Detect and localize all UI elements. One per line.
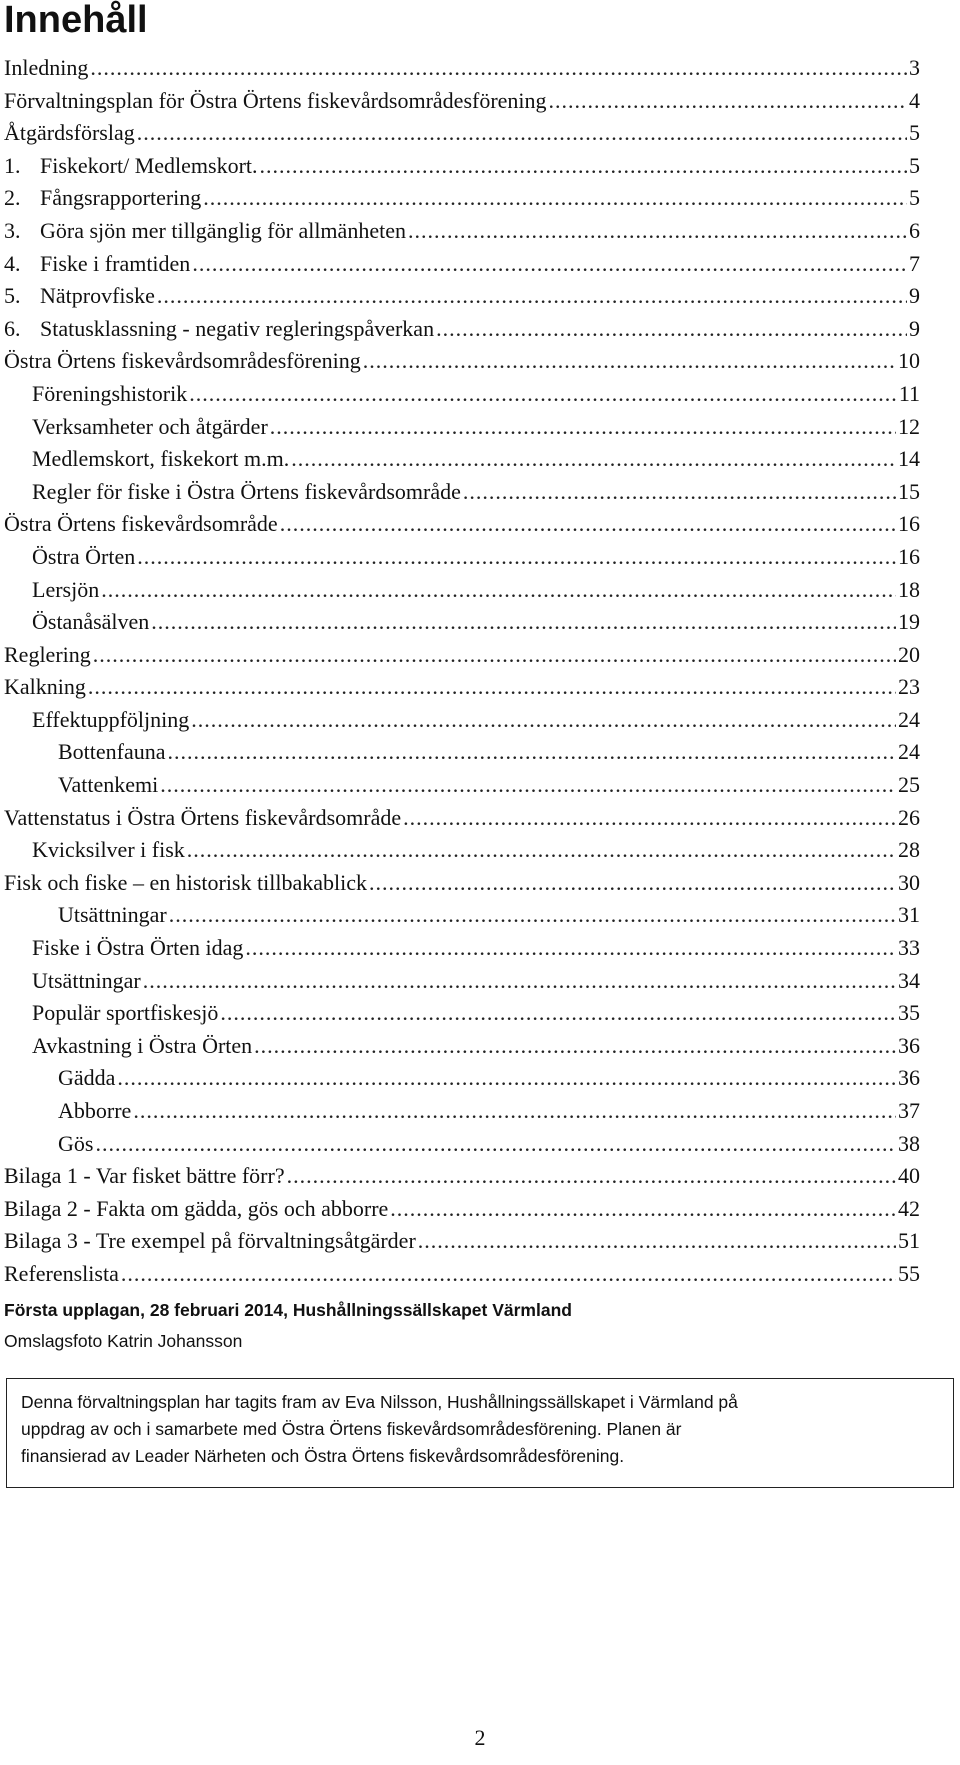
toc-entry-title[interactable]: Kvicksilver i fisk <box>32 837 185 863</box>
toc-entry[interactable] <box>0 1160 920 1193</box>
toc-entry-number: 3. <box>4 217 21 243</box>
toc-entry-title[interactable]: Referenslista <box>4 1260 119 1286</box>
dot-leader <box>143 965 896 998</box>
dot-leader <box>287 1160 896 1193</box>
toc-entry-title[interactable]: Gös <box>58 1130 94 1156</box>
toc-entry[interactable] <box>0 117 920 150</box>
toc-entry-page[interactable]: 36 <box>898 1032 920 1058</box>
toc-entry-page[interactable]: 16 <box>898 511 920 537</box>
toc-entry-page[interactable]: 25 <box>898 772 920 798</box>
dot-leader <box>189 378 897 411</box>
toc-entry[interactable] <box>0 932 920 965</box>
toc-entry-title[interactable]: Regler för fiske i Östra Örtens fiskevårdsområde <box>32 478 461 504</box>
dot-leader <box>260 150 907 183</box>
toc-entry-page[interactable]: 15 <box>898 478 920 504</box>
toc-entry-title[interactable]: Abborre <box>58 1098 132 1123</box>
toc-entry-page[interactable]: 12 <box>898 413 920 439</box>
toc-entry-page[interactable]: 31 <box>898 902 920 928</box>
dot-leader <box>137 541 896 574</box>
toc-entry[interactable] <box>0 834 920 867</box>
toc-entry[interactable] <box>0 443 920 476</box>
toc-entry[interactable] <box>0 182 920 215</box>
toc-entry-title[interactable]: Verksamheter och åtgärder <box>32 413 268 439</box>
toc-entry[interactable] <box>0 280 920 313</box>
toc-entry[interactable] <box>0 508 920 541</box>
toc-entry-number: 1. <box>4 152 21 178</box>
toc-entry-title[interactable]: Populär sportfiskesjö <box>32 1000 219 1026</box>
toc-entry[interactable] <box>0 736 920 769</box>
dot-leader <box>101 574 896 607</box>
toc-entry[interactable] <box>0 639 920 672</box>
toc-entry-page[interactable]: 36 <box>898 1065 920 1091</box>
toc-entry-page[interactable]: 55 <box>898 1260 920 1286</box>
dot-leader <box>137 117 907 150</box>
toc-entry[interactable] <box>0 1095 920 1128</box>
toc-entry-title[interactable]: Nätprovfiske <box>40 283 155 309</box>
toc-entry-page[interactable]: 18 <box>898 576 920 602</box>
toc-entry-title[interactable]: Åtgärdsförslag <box>4 120 135 146</box>
toc-entry[interactable] <box>0 704 920 737</box>
toc-entry-page[interactable]: 3 <box>909 55 920 80</box>
dot-leader <box>191 704 896 737</box>
toc-entry-page[interactable]: 23 <box>898 674 920 700</box>
toc-entry[interactable] <box>0 1030 920 1063</box>
toc-entry[interactable] <box>0 248 920 281</box>
toc-entry-page[interactable]: 4 <box>909 87 920 113</box>
toc-entry-title[interactable]: Statusklassning - negativ regleringspåverkan <box>40 315 435 341</box>
toc-entry[interactable] <box>0 1225 920 1258</box>
toc-entry-title[interactable]: Fiske i framtiden <box>40 250 191 276</box>
dot-leader <box>187 834 896 867</box>
notice-box <box>6 1378 954 1488</box>
toc-entry-page[interactable]: 16 <box>898 543 920 569</box>
toc-entry-page[interactable]: 5 <box>909 185 920 211</box>
dot-leader <box>88 671 896 704</box>
toc-entry-title[interactable]: Fiske i Östra Örten idag <box>32 935 244 961</box>
toc-entry-page[interactable]: 40 <box>898 1163 920 1189</box>
toc-heading: Innehåll <box>4 0 148 41</box>
toc-entry-title[interactable]: Fångsrapportering <box>40 185 202 211</box>
dot-leader <box>549 85 907 118</box>
toc-entry[interactable] <box>0 378 920 411</box>
dot-leader <box>151 606 896 639</box>
notice-line: uppdrag av och i samarbete med Östra Örtens fiskevårdsområdesförening. Planen är <box>21 1419 682 1439</box>
toc-entry-page[interactable]: 33 <box>898 935 920 961</box>
toc-entry-title[interactable]: Fiskekort/ Medlemskort. <box>40 152 258 178</box>
dot-leader <box>168 736 896 769</box>
toc-entry-number: 2. <box>4 185 21 211</box>
toc-entry[interactable] <box>0 52 920 85</box>
toc-entry[interactable] <box>0 769 920 802</box>
toc-entry[interactable] <box>0 215 920 248</box>
toc-entry-title[interactable]: Föreningshistorik <box>32 380 188 406</box>
toc-entry-title[interactable]: Lersjön <box>32 576 100 602</box>
toc-entry-title[interactable]: Göra sjön mer tillgänglig för allmänheten <box>40 217 406 243</box>
toc-entry-title[interactable]: Gädda <box>58 1065 116 1091</box>
toc-entry[interactable] <box>0 150 920 183</box>
toc-entry-page[interactable]: 24 <box>898 739 920 765</box>
toc-entry-page[interactable]: 38 <box>898 1130 920 1156</box>
dot-leader <box>463 476 896 509</box>
dot-leader <box>436 313 907 346</box>
toc-entry-page[interactable]: 51 <box>898 1228 920 1254</box>
toc-entry-page[interactable]: 35 <box>898 1000 920 1026</box>
dot-leader <box>121 1258 896 1291</box>
toc-entry-page[interactable]: 6 <box>909 217 920 243</box>
toc-entry-title[interactable]: Bilaga 1 - Var fisket bättre förr? <box>4 1163 285 1189</box>
toc-entry-page[interactable]: 9 <box>909 315 920 341</box>
toc-entry-title[interactable]: Vattenkemi <box>58 772 159 798</box>
toc-entry-title[interactable]: Bilaga 2 - Fakta om gädda, gös och abborre <box>4 1195 389 1221</box>
dot-leader <box>291 443 896 476</box>
toc-entry[interactable] <box>0 899 920 932</box>
dot-leader <box>160 769 896 802</box>
dot-leader <box>90 52 907 85</box>
toc-entry-page[interactable]: 24 <box>898 706 920 732</box>
toc-entry-number: 4. <box>4 250 21 276</box>
toc-entry-title[interactable]: Medlemskort, fiskekort m.m. <box>32 446 290 472</box>
dot-leader <box>403 802 896 835</box>
dot-leader <box>270 411 896 444</box>
toc-entry[interactable] <box>0 411 920 444</box>
toc-entry-title[interactable]: Avkastning i Östra Örten <box>32 1032 253 1058</box>
toc-entry-page[interactable]: 5 <box>909 120 920 146</box>
toc-entry-title[interactable]: Bilaga 3 - Tre exempel på förvaltningsåtgärder <box>4 1228 416 1254</box>
edition-line: Första upplagan, 28 februari 2014, Hushållningssällskapet Värmland <box>4 1300 572 1320</box>
toc-entry-title[interactable]: Kalkning <box>4 674 86 700</box>
dot-leader <box>220 997 896 1030</box>
dot-leader <box>203 182 907 215</box>
toc-entry[interactable] <box>0 671 920 704</box>
toc-entry-page[interactable]: 7 <box>909 250 920 276</box>
cover-photo-credit: Omslagsfoto Katrin Johansson <box>4 1331 243 1351</box>
toc-entry[interactable] <box>0 997 920 1030</box>
dot-leader <box>117 1062 896 1095</box>
toc-entry-title[interactable]: Reglering <box>4 641 91 667</box>
toc-entry[interactable] <box>0 1128 920 1161</box>
toc-entry-page[interactable]: 9 <box>909 283 920 309</box>
dot-leader <box>369 867 896 900</box>
toc-entry[interactable] <box>0 965 920 998</box>
dot-leader <box>133 1095 896 1128</box>
notice-line: Denna förvaltningsplan har tagits fram av Eva Nilsson, Hushållningssällskapet i Värmland på <box>21 1392 738 1412</box>
toc-entry-number: 6. <box>4 315 21 341</box>
toc-entry-page[interactable]: 10 <box>898 348 920 374</box>
toc-entry[interactable] <box>0 541 920 574</box>
dot-leader <box>390 1193 896 1226</box>
toc-entry-title[interactable]: Östra Örtens fiskevårdsområde <box>4 511 278 537</box>
toc-entry-page[interactable]: 30 <box>898 869 920 895</box>
table-of-contents <box>0 52 920 1291</box>
dot-leader <box>157 280 907 313</box>
toc-entry[interactable] <box>0 1258 920 1291</box>
page-number: 2 <box>474 1725 486 1750</box>
credits <box>4 1295 572 1357</box>
dot-leader <box>408 215 907 248</box>
dot-leader <box>169 899 896 932</box>
toc-entry-title[interactable]: Utsättningar <box>58 902 167 928</box>
toc-entry[interactable] <box>0 345 920 378</box>
toc-entry-page[interactable]: 42 <box>898 1195 920 1221</box>
toc-entry-title[interactable]: Östanåsälven <box>32 609 150 635</box>
dot-leader <box>418 1225 896 1258</box>
toc-entry[interactable] <box>0 85 920 118</box>
dot-leader <box>254 1030 896 1063</box>
toc-entry[interactable] <box>0 1062 920 1095</box>
notice-line: finansierad av Leader Närheten och Östra Örtens fiskevårdsområdesförening. <box>21 1446 625 1466</box>
toc-entry-title[interactable]: Fisk och fiske – en historisk tillbakablick <box>4 869 367 895</box>
toc-entry-number: 5. <box>4 283 21 309</box>
toc-entry-page[interactable]: 26 <box>898 804 920 830</box>
dot-leader <box>192 248 907 281</box>
toc-entry-title[interactable]: Utsättningar <box>32 967 141 993</box>
toc-entry-page[interactable]: 37 <box>898 1098 920 1123</box>
dot-leader <box>363 345 896 378</box>
toc-entry-page[interactable]: 11 <box>898 380 920 406</box>
toc-entry-page[interactable]: 5 <box>909 152 920 178</box>
toc-entry-page[interactable]: 14 <box>898 446 920 472</box>
toc-entry[interactable] <box>0 606 920 639</box>
toc-entry-title[interactable]: Effektuppföljning <box>32 706 190 732</box>
toc-entry-page[interactable]: 34 <box>898 967 920 993</box>
dot-leader <box>93 639 896 672</box>
dot-leader <box>245 932 896 965</box>
toc-entry[interactable] <box>0 476 920 509</box>
toc-entry-page[interactable]: 20 <box>898 641 920 667</box>
toc-entry-page[interactable]: 28 <box>898 837 920 863</box>
toc-entry-title[interactable]: Inledning <box>4 55 89 80</box>
toc-entry[interactable] <box>0 867 920 900</box>
toc-entry-title[interactable]: Östra Örten <box>32 543 136 569</box>
toc-entry-page[interactable]: 19 <box>898 609 920 635</box>
toc-entry-title[interactable]: Östra Örtens fiskevårdsområdesförening <box>4 348 361 374</box>
toc-entry-title[interactable]: Vattenstatus i Östra Örtens fiskevårdsområde <box>4 804 402 830</box>
toc-entry[interactable] <box>0 313 920 346</box>
toc-entry[interactable] <box>0 574 920 607</box>
toc-entry[interactable] <box>0 1193 920 1226</box>
toc-entry[interactable] <box>0 802 920 835</box>
dot-leader <box>95 1128 896 1161</box>
dot-leader <box>280 508 896 541</box>
toc-entry-title[interactable]: Förvaltningsplan för Östra Örtens fiskevårdsområdesförening <box>4 87 547 113</box>
toc-entry-title[interactable]: Bottenfauna <box>58 739 166 765</box>
